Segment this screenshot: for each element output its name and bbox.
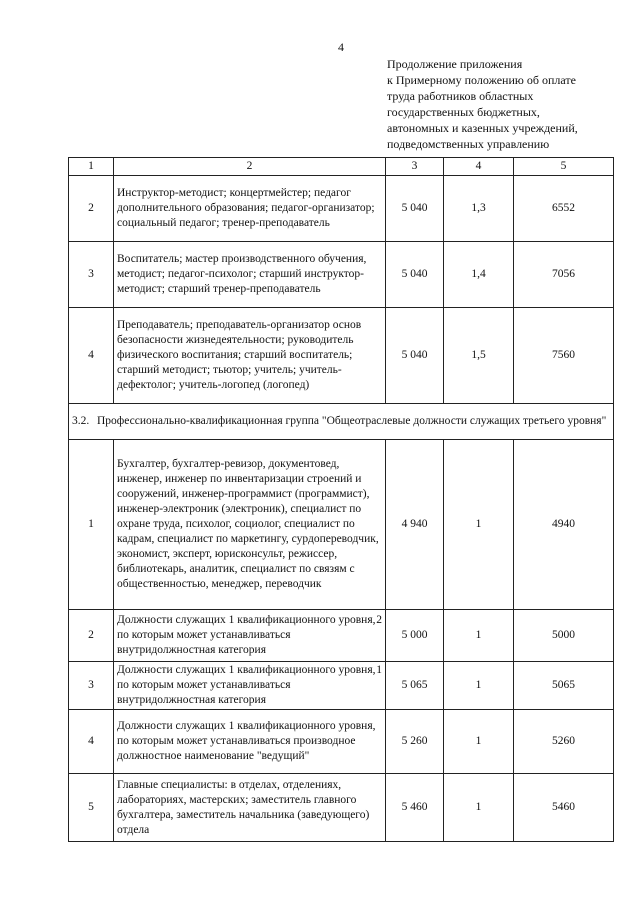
position-description: Бухгалтер, бухгалтер-ревизор, документовед, инженер, инженер по инвентаризации строений и сооружений, инженер-программист (программист), инженер-электроник (электроник), специалист по охране труда, психолог, социолог, специалист по кадрам, специалист по маркетингу, сурдопереводчик, экономист, эксперт, юрисконсульт, режиссер, библиотекарь, аналитик, специалист по связям с общественностью, менеджер, переводчик — [117, 458, 379, 590]
position-description: Инструктор-методист; концертмейстер; педагог дополнительного образования; педагог-организатор; социальный педагог; тренер-преподаватель — [114, 176, 386, 242]
table-header-row — [69, 158, 614, 176]
appendix-line: Продолжение приложения — [387, 57, 523, 71]
total-salary: 6552 — [514, 176, 614, 242]
position-description-cell — [114, 662, 386, 710]
table-row — [69, 308, 614, 404]
appendix-line: к Примерному положению об оплате — [387, 73, 576, 87]
total-salary: 4940 — [514, 440, 614, 610]
group-title: Профессионально-квалификационная группа "Общеотраслевые должности служащих третьего уровня" — [96, 415, 607, 427]
qualification-level: 1 — [376, 664, 382, 676]
row-number: 3 — [69, 662, 114, 710]
base-salary: 5 065 — [386, 662, 444, 710]
group-row — [69, 404, 614, 440]
appendix-line: государственных бюджетных, — [387, 105, 540, 119]
coefficient: 1,5 — [444, 308, 514, 404]
table-row — [69, 176, 614, 242]
base-salary: 5 000 — [386, 610, 444, 662]
position-description: Должности служащих 1 квалификационного уровня, по которым может устанавливаться производное должностное наименование "ведущий" — [117, 720, 376, 762]
table-row — [69, 710, 614, 774]
row-number: 5 — [69, 774, 114, 842]
column-header: 3 — [386, 158, 444, 176]
total-salary: 5065 — [514, 662, 614, 710]
total-salary: 5460 — [514, 774, 614, 842]
column-header: 2 — [114, 158, 386, 176]
total-salary: 5000 — [514, 610, 614, 662]
base-salary: 5 040 — [386, 176, 444, 242]
base-salary: 4 940 — [386, 440, 444, 610]
table-row — [69, 662, 614, 710]
coefficient: 1,4 — [444, 242, 514, 308]
position-description-cell — [114, 774, 386, 842]
row-number: 3 — [69, 242, 114, 308]
position-description: Должности служащих 1 квалификационного уровня, по которым может устанавливаться внутридолжностная категория — [117, 614, 376, 656]
position-description: Преподаватель; преподаватель-организатор основ безопасности жизнедеятельности; руководитель физического воспитания; старший воспитатель; старший методист; тьютор; учитель; учитель-дефектолог; учитель-логопед (логопед) — [114, 308, 386, 404]
position-description-cell — [114, 610, 386, 662]
appendix-line: автономных и казенных учреждений, — [387, 121, 578, 135]
row-number: 2 — [69, 610, 114, 662]
column-header: 1 — [69, 158, 114, 176]
total-salary: 7560 — [514, 308, 614, 404]
coefficient: 1 — [444, 662, 514, 710]
qualification-level: 2 — [376, 614, 382, 626]
coefficient: 1 — [444, 774, 514, 842]
position-description: Главные специалисты: в отделах, отделениях, лабораториях, мастерских; заместитель главного бухгалтера, заместитель начальника (заведующего) отдела — [117, 778, 370, 836]
table-row — [69, 242, 614, 308]
column-header: 4 — [444, 158, 514, 176]
group-heading — [69, 404, 614, 440]
row-number: 4 — [69, 710, 114, 774]
position-description: Воспитатель; мастер производственного обучения, методист; педагог-психолог; старший инструктор-методист; старший тренер-преподаватель — [114, 242, 386, 308]
coefficient: 1,3 — [444, 176, 514, 242]
group-number: 3.2. — [72, 415, 90, 427]
appendix-line: труда работников областных — [387, 89, 534, 103]
coefficient: 1 — [444, 440, 514, 610]
total-salary: 7056 — [514, 242, 614, 308]
appendix-line: подведомственных управлению — [387, 137, 550, 151]
table-row — [69, 610, 614, 662]
base-salary: 5 260 — [386, 710, 444, 774]
position-description: Должности служащих 1 квалификационного уровня, по которым может устанавливаться внутридолжностная категория — [117, 664, 376, 706]
row-number: 4 — [69, 308, 114, 404]
page-number: 4 — [338, 40, 344, 54]
coefficient: 1 — [444, 610, 514, 662]
table-row — [69, 440, 614, 610]
base-salary: 5 460 — [386, 774, 444, 842]
position-description-cell — [114, 440, 386, 610]
base-salary: 5 040 — [386, 308, 444, 404]
row-number: 2 — [69, 176, 114, 242]
position-description-cell — [114, 710, 386, 774]
coefficient: 1 — [444, 710, 514, 774]
appendix-header — [387, 56, 578, 152]
base-salary: 5 040 — [386, 242, 444, 308]
total-salary: 5260 — [514, 710, 614, 774]
table-row — [69, 774, 614, 842]
column-header: 5 — [514, 158, 614, 176]
salary-table — [68, 157, 614, 842]
row-number: 1 — [69, 440, 114, 610]
